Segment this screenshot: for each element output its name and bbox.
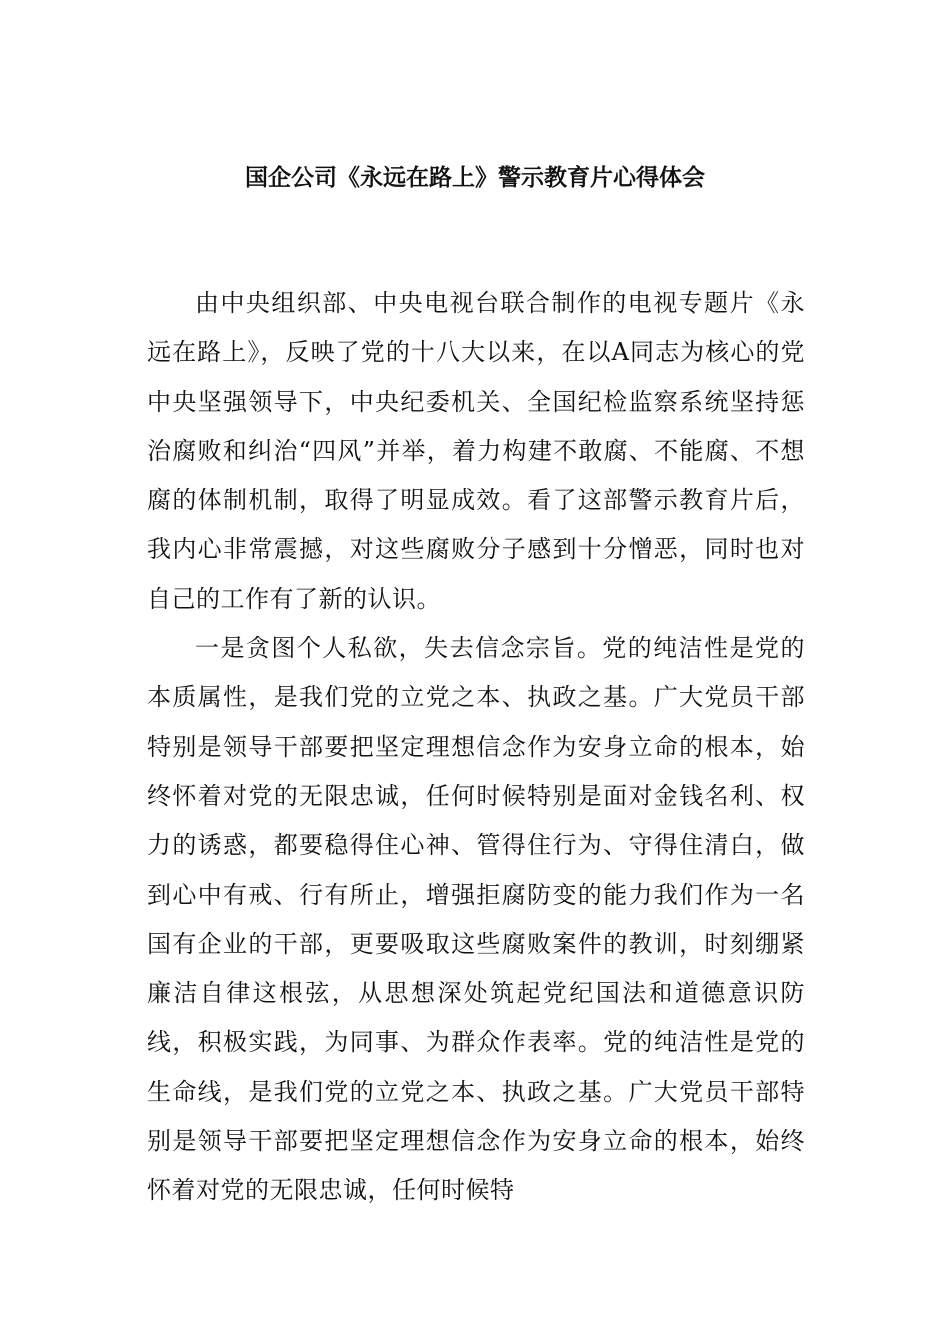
paragraph-intro: 由中央组织部、中央电视台联合制作的电视专题片《永远在路上》，反映了党的十八大以来，在以A同志为核心的党中央坚强领导下，中央纪委机关、全国纪检监察系统坚持惩治腐败和纠治“四风”并举，着力构建不敢腐、不能腐、不想腐的体制机制，取得了明显成效。看了这部警示教育片后，我内心非常震撼，对这些腐败分子感到十分憎恶，同时也对自己的工作有了新的认识。 xyxy=(147,289,805,613)
document-title: 国企公司《永远在路上》警示教育片心得体会 xyxy=(245,164,705,191)
paragraph-point-one: 一是贪图个人私欲，失去信念宗旨。党的纯洁性是党的本质属性，是我们党的立党之本、执政之基。广大党员干部特别是领导干部要把坚定理想信念作为安身立命的根本，始终怀着对党的无限忠诚，任何时候特别是面对金钱名利、权力的诱惑，都要稳得住心神、管得住行为、守得住清白，做到心中有戒、行有所止，增强拒腐防变的能力我们作为一名国有企业的干部，更要吸取这些腐败案件的教训，时刻绷紧廉洁自律这根弦，从思想深处筑起党纪国法和道德意识防线，积极实践，为同事、为群众作表率。党的纯洁性是党的生命线，是我们党的立党之本、执政之基。广大党员干部特别是领导干部要把坚定理想信念作为安身立命的根本，始终怀着对党的无限忠诚，任何时候特 xyxy=(147,634,805,1205)
document-body xyxy=(147,279,805,1216)
